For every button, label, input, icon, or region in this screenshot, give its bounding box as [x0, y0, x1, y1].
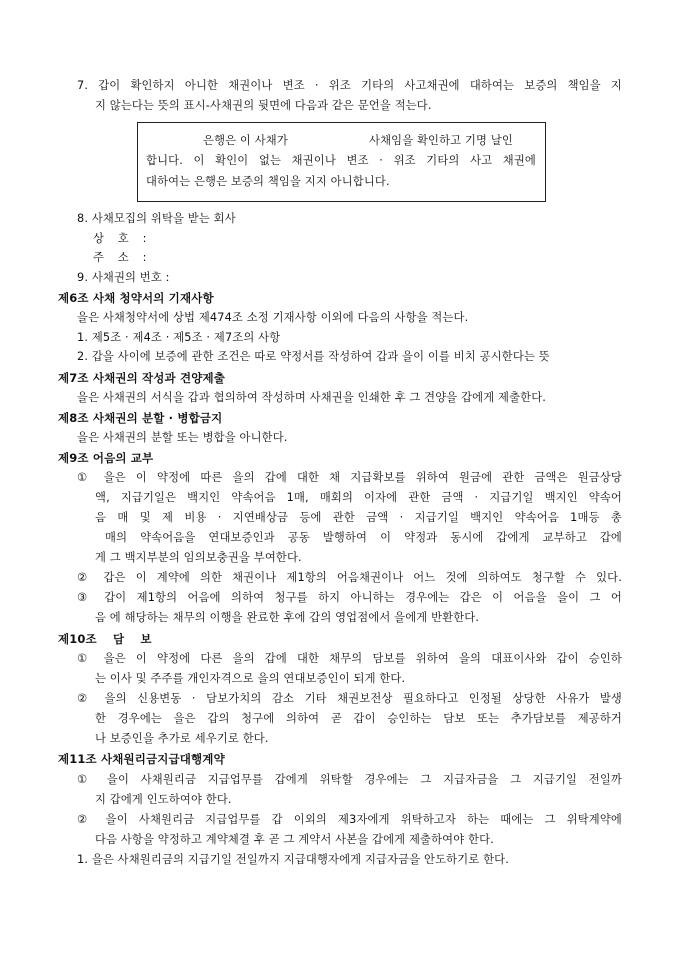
art10-p1-line2: 는 이사 및 주주를 개인자격으로 을의 연대보증인이 되게 한다.: [95, 672, 406, 685]
art9-p3-line1: ③ 갑이 제1항의 어음에 의하여 청구를 하지 아니하는 경우에는 갑은 이 어음을 을이 그 어: [77, 591, 622, 604]
art9-p1-line1: ① 을은 이 약정에 따른 을의 갑에 대한 채 지급확보를 위하여 원금에 관한 금액은 원금상당: [77, 471, 622, 484]
art9-p1-line5: 게 그 백지부분의 임의보충권을 부여한다.: [95, 551, 302, 564]
art10-p2-line2: 한 경우에는 을은 갑의 청구에 의하여 곧 갑이 승인하는 담보 또는 추가담보를 제공하거: [95, 712, 622, 725]
art8-title: 제8조 사채권의 분할 · 병합금지: [58, 411, 223, 425]
item7-line1: 7. 갑이 확인하지 아니한 채권이나 변조 · 위조 기타의 사고채권에 대하여는 보증의 책임을 지: [77, 79, 622, 92]
notice-line3: 대하여는 은행은 보증의 책임을 지지 아니합니다.: [146, 175, 390, 188]
item8-label: 8. 사채모집의 위탁을 받는 회사: [77, 212, 236, 225]
art9-p1-line4: 매의 약속어음을 연대보증인과 공동 발행하여 이 약정과 동시에 갑에게 교부하고 갑에: [105, 531, 622, 544]
art11-p1-line2: 지 갑에게 인도하여야 한다.: [95, 793, 232, 806]
art9-p3-line2: 음 에 해당하는 채무의 이행을 완료한 후에 갑의 영업점에서 을에게 반환한다.: [95, 611, 480, 624]
art11-title: 제11조 사채원리금지급대행계약: [58, 752, 225, 766]
item7-line2: 지 않는다는 뜻의 표시-사채권의 뒷면에 다음과 같은 문언을 적는다.: [95, 99, 432, 112]
art7-title: 제7조 사채권의 작성과 견양제출: [58, 371, 225, 385]
item8-address: 주 소 :: [93, 251, 147, 264]
notice-line1b: 사채임을 확인하고 기명 날인: [369, 134, 513, 147]
art9-p1-line3: 음 매 및 제 비용 · 지연배상금 등에 관한 금액 · 지급기일 백지인 약속어음 1매등 총: [95, 511, 622, 524]
art11-p2-line1: ② 을이 사채원리금 지급업무를 갑 이외의 제3자에게 위탁하고자 하는 때에는 그 위탁계약에: [77, 813, 622, 826]
art10-p2-line1: ② 을의 신용변동 · 담보가치의 감소 기타 채권보전상 필요하다고 인정될 상당한 사유가 발생: [77, 692, 622, 705]
art11-item1: 1. 을은 사채원리금의 지급기일 전일까지 지급대행자에게 지급자금을 안도하기로 한다.: [77, 853, 509, 866]
item9-bond-number: 9. 사채권의 번호 :: [77, 271, 170, 284]
art11-p1-line1: ① 을이 사채원리금 지급업무를 갑에게 위탁할 경우에는 그 지급자금을 그 지급기일 전일까: [77, 773, 622, 786]
art6-item1: 1. 제5조 · 제4조 · 제5조 · 제7조의 사항: [77, 331, 281, 344]
art10-title: 제10조 담 보: [58, 632, 152, 646]
art7-body: 을은 사채권의 서식을 갑과 협의하여 작성하며 사채권을 인쇄한 후 그 견양을 갑에게 제출한다.: [77, 391, 547, 404]
notice-line2: 합니다. 이 확인이 없는 채권이나 변조 · 위조 기타의 사고 채권에: [146, 154, 536, 167]
art8-body: 을은 사채권의 분할 또는 병합을 아니한다.: [77, 431, 288, 444]
art6-title: 제6조 사채 청약서의 기재사항: [58, 291, 214, 305]
notice-line1a: 은행은 이 사채가: [203, 134, 288, 147]
art6-item2: 2. 갑을 사이에 보증에 관한 조건은 따로 약정서를 작성하여 갑과 을이 이를 비치 공시한다는 뜻: [77, 350, 550, 363]
art9-p2: ② 갑은 이 계약에 의한 채권이나 제1항의 어음채권이나 어느 것에 의하여도 청구할 수 있다.: [77, 571, 622, 584]
art11-p2-line2: 다음 사항을 약정하고 계약체결 후 곧 그 계약서 사본을 갑에게 제출하여야 한다.: [95, 833, 494, 846]
art9-title: 제9조 어음의 교부: [58, 451, 154, 465]
art10-p2-line3: 나 보증인을 추가로 세우기로 한다.: [95, 732, 269, 745]
art10-p1-line1: ① 을은 이 약정에 다른 을의 갑에 대한 채무의 담보를 위하여 을의 대표이사와 갑이 승인하: [77, 652, 622, 665]
item8-company-name: 상 호 :: [93, 232, 147, 245]
art6-intro: 을은 사채청약서에 상법 제474조 소정 기재사항 이외에 다음의 사항을 적는다.: [77, 311, 469, 324]
art9-p1-line2: 액, 지급기일은 백지인 약속어음 1매, 매회의 이자에 관한 금액 · 지급기일 백지인 약속어: [95, 491, 622, 504]
